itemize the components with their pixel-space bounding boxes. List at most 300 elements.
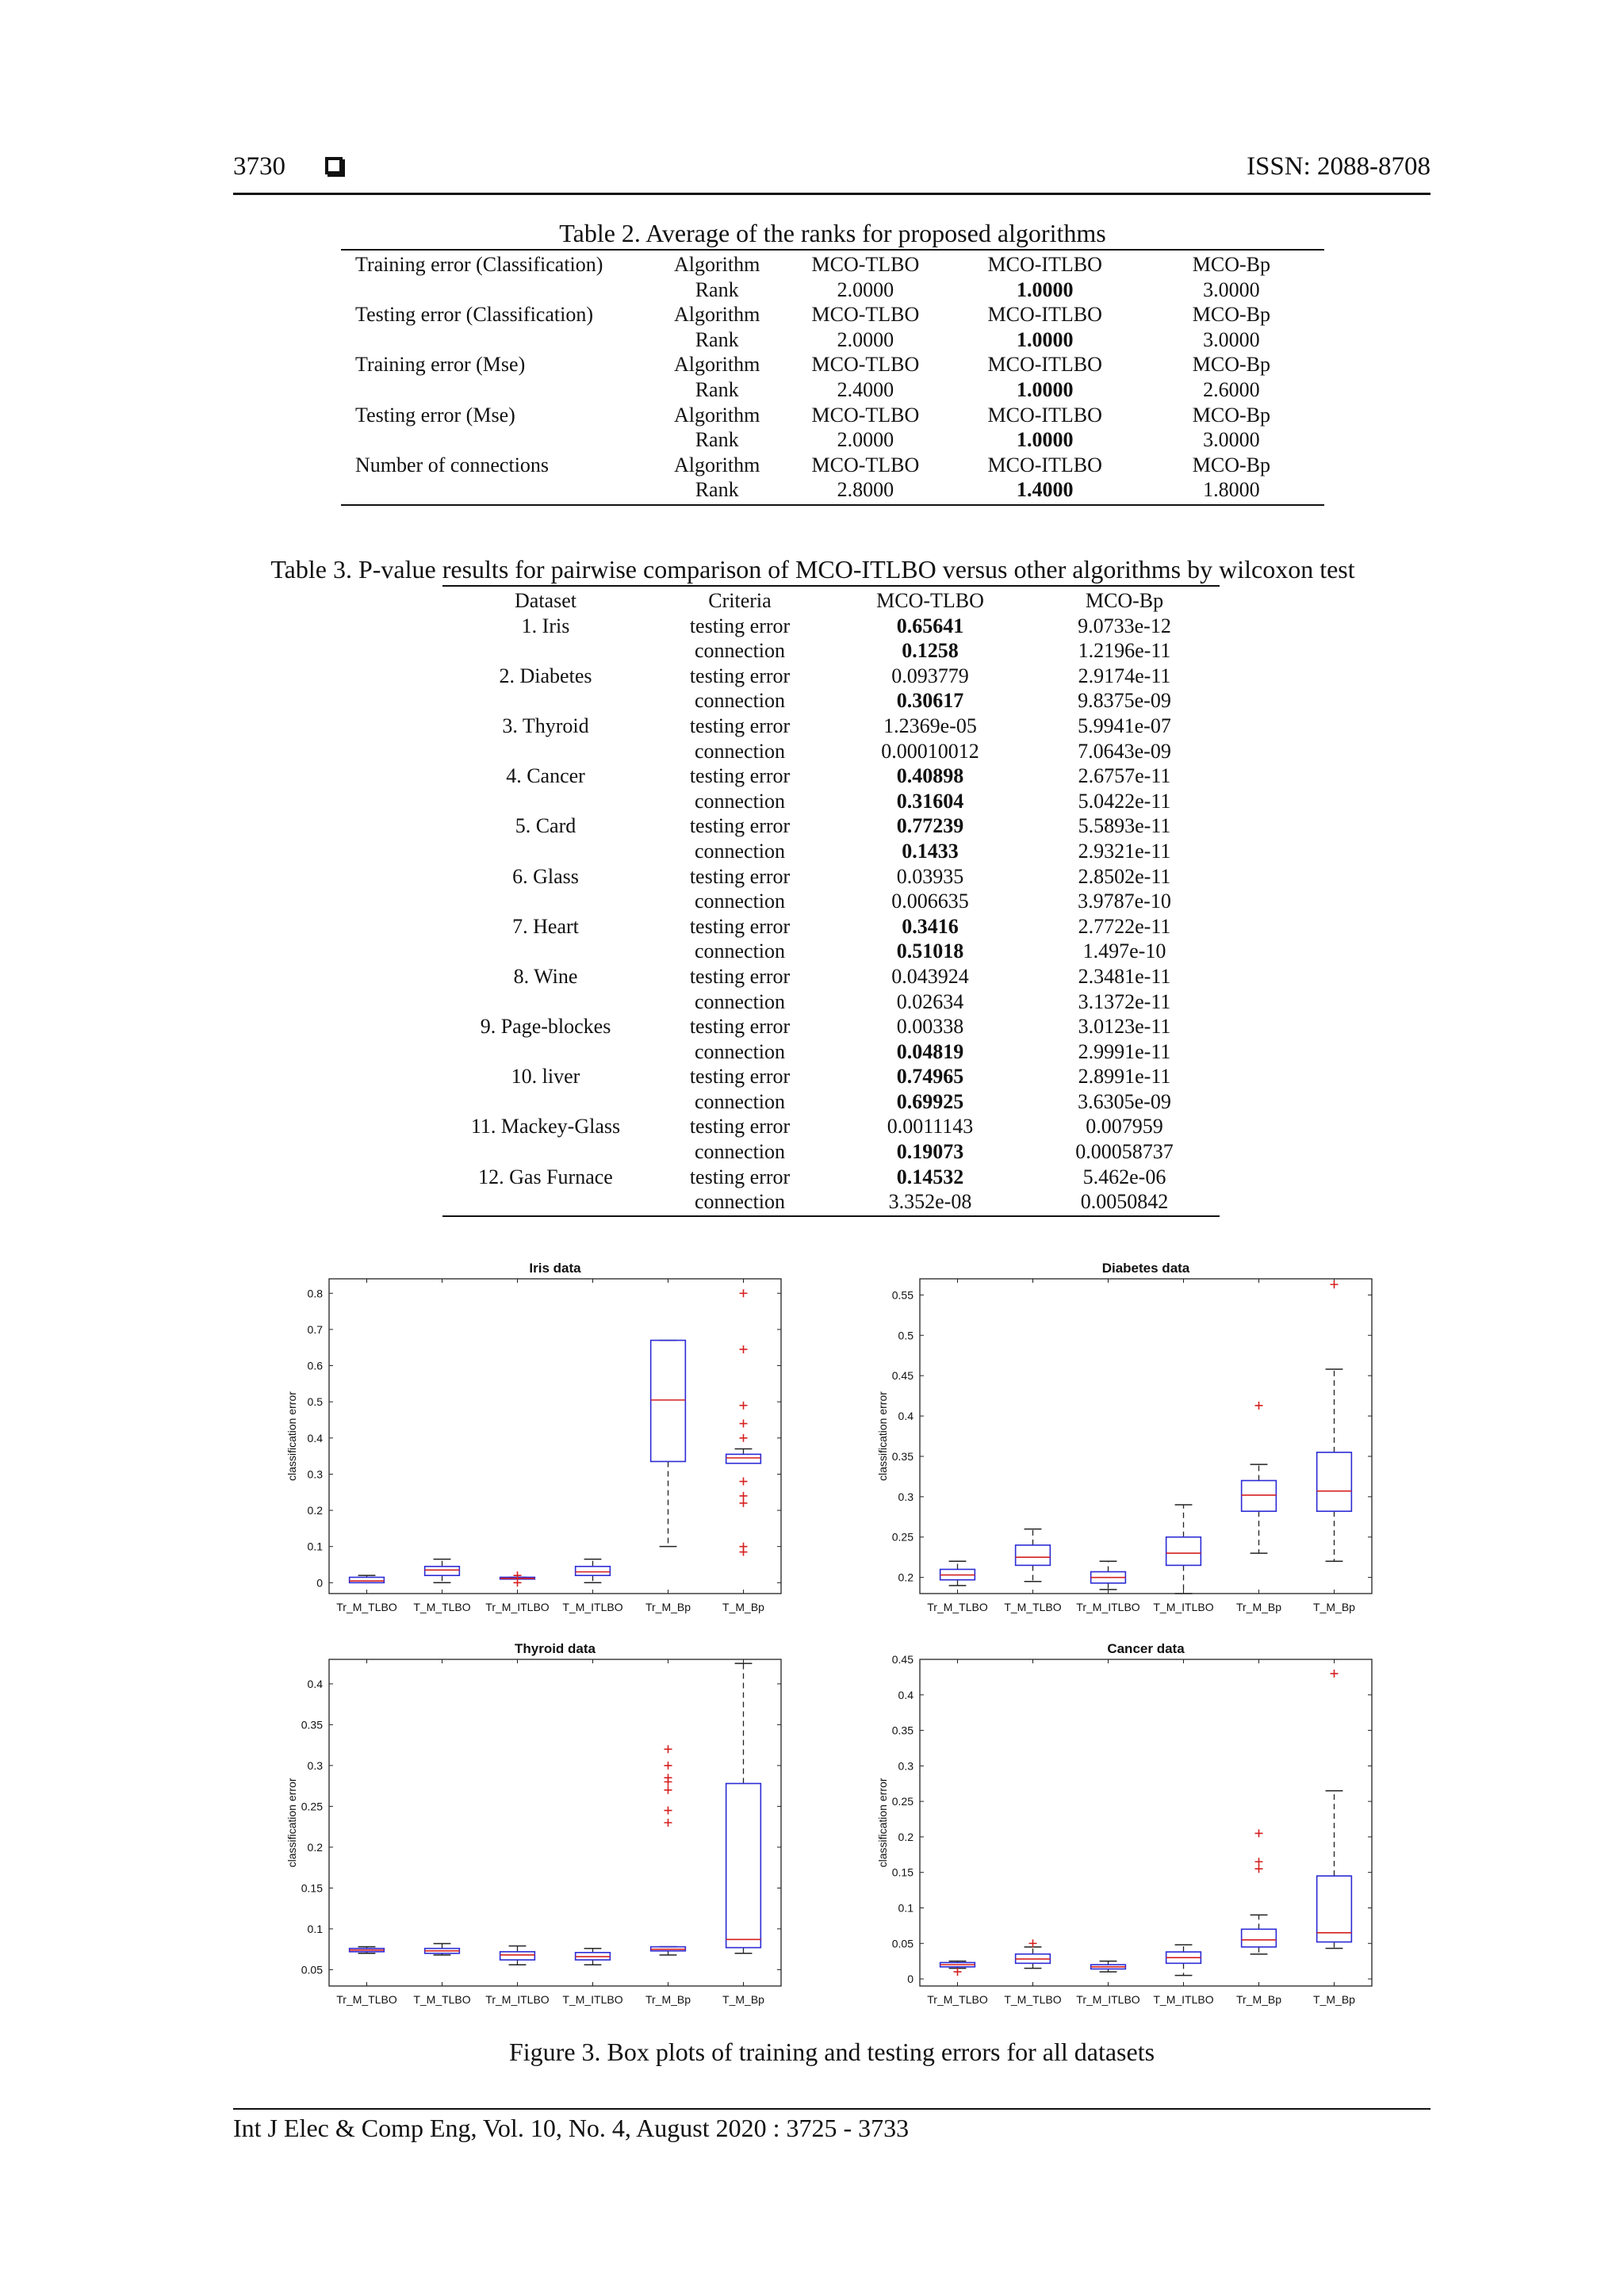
table2-top-rule [341, 249, 1324, 251]
box-iqr [350, 1577, 385, 1582]
table2-cell: Rank [695, 277, 739, 301]
y-axis-label: classification error [285, 1391, 298, 1481]
table3-cell [442, 1139, 649, 1165]
table3-cell: 0.74965 [896, 1065, 964, 1089]
table3-row [442, 889, 1220, 914]
table3-cell: 5.462e-06 [1082, 1165, 1166, 1188]
table3-cell: connection [694, 1039, 786, 1063]
table3-top-rule [442, 585, 1220, 587]
outlier-marker [740, 1478, 748, 1486]
table2-cell: Training error (Classification) [355, 253, 603, 276]
outlier-marker [1331, 1280, 1339, 1288]
table3-cell: 0.65641 [896, 614, 964, 637]
table3-row [442, 964, 1220, 989]
table3-cell: 0.40898 [896, 764, 964, 788]
table2-bottom-rule [341, 504, 1324, 506]
table3-row [442, 1089, 1220, 1115]
y-tick-label: 0.15 [891, 1866, 914, 1879]
table3-cell: testing error [689, 914, 791, 938]
table2-cell: 2.0000 [837, 277, 894, 301]
table3-cell: testing error [689, 714, 791, 737]
table3-row [442, 1039, 1220, 1065]
page-number: 3730 [233, 152, 285, 181]
x-tick-label: Tr_M_ITLBO [1076, 1993, 1140, 2006]
table3-cell: 2. Diabetes [499, 664, 592, 687]
table3-cell: 4. Cancer [506, 764, 585, 788]
table3-row [442, 1165, 1220, 1190]
header-rule [233, 193, 1431, 195]
table3-cell: 8. Wine [513, 964, 578, 988]
table3-bottom-rule [442, 1215, 1220, 1217]
x-tick-label: T_M_ITLBO [1153, 1601, 1214, 1613]
box-iqr [1317, 1876, 1352, 1942]
table3-cell: connection [694, 1089, 786, 1113]
table2-cell: 3.0000 [1203, 277, 1260, 301]
table3-cell: testing error [689, 864, 791, 888]
outlier-marker [665, 1774, 672, 1781]
plot-frame [329, 1279, 781, 1594]
table3-cell: 0.19073 [896, 1140, 964, 1164]
issn: ISSN: 2088-8708 [1247, 152, 1431, 181]
box-iqr [726, 1454, 761, 1463]
plot-frame [920, 1279, 1372, 1594]
table2-cell: MCO-Bp [1192, 453, 1270, 476]
table2-cell: MCO-TLBO [811, 353, 920, 377]
table3-cell: 5. Card [515, 814, 576, 838]
table2-cell: MCO-TLBO [811, 453, 920, 476]
table2-caption: Table 2. Average of the ranks for proposed algorithms [559, 219, 1106, 247]
y-tick-label: 0 [907, 1973, 914, 1986]
table2-cell: Rank [695, 377, 739, 401]
x-tick-label: T_M_ITLBO [1153, 1993, 1214, 2006]
y-tick-label: 0.25 [891, 1530, 914, 1544]
table3-cell: 0.00058737 [1075, 1140, 1174, 1164]
footer-rule [233, 2108, 1431, 2110]
table3-cell: testing error [689, 1165, 791, 1188]
chart-title: Cancer data [1107, 1641, 1185, 1656]
table2-row [341, 352, 1324, 377]
chart-title: Diabetes data [1101, 1261, 1190, 1276]
table3-cell [442, 638, 649, 664]
table3-cell: 2.3481e-11 [1078, 964, 1171, 988]
outlier-marker [1255, 1402, 1263, 1410]
outlier-marker [740, 1499, 748, 1507]
x-tick-label: Tr_M_Bp [1235, 1993, 1282, 2006]
table3-row [442, 813, 1220, 839]
table3-cell: 5.9941e-07 [1078, 714, 1171, 737]
table2-cell: Testing error (Mse) [355, 403, 515, 427]
table3-cell: 0.093779 [891, 664, 969, 687]
y-tick-label: 0.35 [891, 1449, 914, 1463]
table3-row [442, 1064, 1220, 1089]
y-tick-label: 0.2 [307, 1840, 323, 1854]
box-iqr [425, 1567, 460, 1575]
outlier-marker [514, 1578, 522, 1586]
table3-cell: 0.043924 [891, 964, 969, 988]
table3-caption: Table 3. P-value results for pairwise comparison of MCO-ITLBO versus other algorithms by wilcoxon test [270, 555, 1355, 584]
y-tick-label: 0.8 [307, 1287, 323, 1300]
table3-cell: 1. Iris [521, 614, 570, 637]
x-tick-label: Tr_M_TLBO [927, 1601, 988, 1613]
table3-cell: 9.8375e-09 [1078, 689, 1171, 713]
box-iqr [1016, 1545, 1051, 1565]
table3-cell: connection [694, 939, 786, 963]
figure-caption: Figure 3. Box plots of training and testing errors for all datasets [508, 2038, 1155, 2066]
table3-header: Criteria [708, 589, 772, 612]
table2-cell: Algorithm [674, 303, 760, 327]
table3-row [442, 789, 1220, 814]
table3-cell: 0.02634 [896, 989, 964, 1013]
x-tick-label: Tr_M_Bp [645, 1993, 691, 2006]
box-iqr [1166, 1537, 1201, 1566]
y-tick-label: 0.3 [898, 1490, 914, 1503]
outlier-marker [740, 1492, 748, 1500]
table3-cell: testing error [689, 1015, 791, 1039]
table3-row [442, 864, 1220, 890]
table3-cell: 5.0422e-11 [1078, 789, 1171, 813]
x-tick-label: T_M_TLBO [1004, 1993, 1062, 2006]
table3-cell: 0.00338 [896, 1015, 964, 1039]
table2-cell [341, 477, 654, 503]
table3-cell: connection [694, 890, 786, 913]
table3-cell [442, 1189, 649, 1215]
table2-cell: 3.0000 [1203, 327, 1260, 351]
table2-cell: MCO-ITLBO [987, 253, 1102, 276]
y-tick-label: 0.1 [307, 1922, 323, 1935]
table3-row [442, 939, 1220, 964]
table2-cell: MCO-Bp [1192, 403, 1270, 427]
table3-cell: connection [694, 1140, 786, 1164]
table3-cell: 0.006635 [891, 890, 969, 913]
x-tick-label: Tr_M_ITLBO [485, 1993, 550, 2006]
table3-cell [442, 789, 649, 814]
table2-cell: Training error (Mse) [355, 353, 526, 377]
table2-cell: MCO-ITLBO [987, 303, 1102, 327]
table2-cell: Number of connections [355, 453, 550, 476]
table3-cell: testing error [689, 614, 791, 637]
table3-cell: 2.6757e-11 [1078, 764, 1171, 788]
table3-row [442, 1014, 1220, 1039]
table2-cell: Rank [695, 478, 739, 502]
table2-cell [341, 377, 654, 403]
table3-cell: 2.9991e-11 [1078, 1039, 1171, 1063]
table3-row [442, 638, 1220, 664]
table2-cell: 1.0000 [1016, 377, 1074, 401]
outlier-marker [954, 1968, 962, 1976]
table3-cell: 0.1433 [902, 839, 959, 863]
table3-cell: testing error [689, 1065, 791, 1089]
table3-cell: 3.1372e-11 [1078, 989, 1171, 1013]
table3-cell: 0.007959 [1086, 1115, 1163, 1138]
table3-cell [442, 889, 649, 914]
table3-row [442, 739, 1220, 764]
table3-cell: 0.3416 [902, 914, 959, 938]
box-iqr [651, 1341, 686, 1462]
table2-cell: Testing error (Classification) [355, 303, 593, 327]
table3-cell: 0.0050842 [1080, 1190, 1169, 1214]
table2-cell: MCO-Bp [1192, 303, 1270, 327]
table3-cell: testing error [689, 764, 791, 788]
y-tick-label: 0.4 [307, 1431, 323, 1445]
table3-cell: testing error [689, 964, 791, 988]
y-tick-label: 0 [316, 1576, 323, 1590]
y-tick-label: 0.4 [898, 1410, 914, 1423]
x-tick-label: T_M_Bp [1313, 1993, 1355, 2006]
y-tick-label: 0.15 [301, 1881, 323, 1895]
outlier-marker [1255, 1865, 1263, 1873]
table3-cell [442, 839, 649, 864]
y-axis-label: classification error [285, 1777, 298, 1868]
thyroid-boxplot [282, 1637, 797, 2018]
table2-cell: Algorithm [674, 453, 760, 476]
table3-cell: 0.00010012 [881, 739, 979, 763]
table2-cell: 2.0000 [837, 428, 894, 452]
outlier-marker [740, 1289, 748, 1297]
table3-header: MCO-Bp [1085, 589, 1164, 612]
table2-cell: Rank [695, 327, 739, 351]
table3-cell: testing error [689, 1115, 791, 1138]
y-tick-label: 0.3 [307, 1468, 323, 1481]
table2-cell: 1.0000 [1016, 327, 1074, 351]
x-tick-label: Tr_M_ITLBO [1076, 1601, 1140, 1613]
table3-cell: connection [694, 739, 786, 763]
table2-cell: MCO-TLBO [811, 403, 920, 427]
x-tick-label: Tr_M_Bp [645, 1601, 691, 1613]
table3-cell: connection [694, 789, 786, 813]
x-tick-label: Tr_M_TLBO [336, 1601, 397, 1613]
table3-row [442, 763, 1220, 789]
x-tick-label: T_M_Bp [1313, 1601, 1355, 1613]
table3-cell: connection [694, 839, 786, 863]
y-tick-label: 0.7 [307, 1322, 323, 1336]
table2-cell: MCO-TLBO [811, 303, 920, 327]
x-tick-label: T_M_Bp [722, 1993, 764, 2006]
y-tick-label: 0.2 [307, 1504, 323, 1517]
y-axis-label: classification error [876, 1777, 889, 1868]
table3-cell: 0.51018 [896, 939, 964, 963]
table3-cell [442, 1089, 649, 1115]
outlier-marker [665, 1745, 672, 1753]
y-tick-label: 0.05 [301, 1963, 323, 1976]
outlier-marker [740, 1402, 748, 1410]
outlier-marker [1029, 1939, 1037, 1947]
x-tick-label: Tr_M_ITLBO [485, 1601, 550, 1613]
table2 [341, 252, 1324, 503]
y-tick-label: 0.1 [898, 1901, 914, 1915]
table2-row [341, 427, 1324, 453]
plot-frame [920, 1659, 1372, 1986]
table3-header: MCO-TLBO [876, 589, 984, 612]
table3-cell: connection [694, 689, 786, 713]
table3-cell: 3. Thyroid [502, 714, 589, 737]
table3-row [442, 839, 1220, 864]
table3-cell: 12. Gas Furnace [478, 1165, 613, 1188]
table3-cell: 0.03935 [896, 864, 964, 888]
table3-cell: 3.0123e-11 [1078, 1015, 1171, 1039]
table3-row [442, 989, 1220, 1015]
y-tick-label: 0.2 [898, 1571, 914, 1584]
table3-row [442, 1139, 1220, 1165]
table2-cell: MCO-Bp [1192, 353, 1270, 377]
table2-cell: Algorithm [674, 253, 760, 276]
chart-title: Thyroid data [514, 1641, 596, 1656]
x-tick-label: T_M_TLBO [413, 1601, 471, 1613]
table3-cell: 0.1258 [902, 639, 959, 663]
table3-row [442, 664, 1220, 689]
y-tick-label: 0.4 [307, 1677, 323, 1690]
table2-cell: 2.8000 [837, 478, 894, 502]
x-tick-label: T_M_ITLBO [562, 1601, 623, 1613]
y-tick-label: 0.55 [891, 1288, 914, 1302]
table3-cell: 0.14532 [896, 1165, 964, 1188]
table3-cell: 2.9321e-11 [1078, 839, 1171, 863]
table3-row [442, 614, 1220, 639]
table3-cell: 0.04819 [896, 1039, 964, 1063]
table2-cell: MCO-TLBO [811, 253, 920, 276]
table3-cell: 3.352e-08 [888, 1190, 972, 1214]
table3-cell: 5.5893e-11 [1078, 814, 1171, 838]
outlier-marker [740, 1548, 748, 1556]
table2-cell: Rank [695, 428, 739, 452]
y-tick-label: 0.25 [301, 1800, 323, 1813]
outlier-marker [740, 1345, 748, 1353]
table3-cell [442, 989, 649, 1015]
table2-cell: MCO-ITLBO [987, 353, 1102, 377]
table3-cell: 2.9174e-11 [1078, 664, 1171, 687]
table3-cell: 1.2369e-05 [883, 714, 977, 737]
table3-row [442, 714, 1220, 739]
table3-cell: 0.77239 [896, 814, 964, 838]
table3-cell: 0.69925 [896, 1089, 964, 1113]
y-tick-label: 0.45 [891, 1653, 914, 1666]
table3-cell [442, 1039, 649, 1065]
table2-cell: 2.6000 [1203, 377, 1260, 401]
y-tick-label: 0.1 [307, 1540, 323, 1553]
table2-row [341, 277, 1324, 303]
table3-cell: 3.9787e-10 [1078, 890, 1171, 913]
outlier-marker [1255, 1829, 1263, 1837]
table2-cell: Algorithm [674, 403, 760, 427]
table3-cell: 2.8991e-11 [1078, 1065, 1171, 1089]
diabetes-boxplot [872, 1257, 1388, 1625]
outlier-marker [665, 1762, 672, 1770]
box-iqr [726, 1784, 761, 1948]
x-tick-label: T_M_TLBO [1004, 1601, 1062, 1613]
table2-cell [341, 427, 654, 453]
table3-cell: 0.31604 [896, 789, 964, 813]
table3-cell: 9.0733e-12 [1078, 614, 1171, 637]
outlier-marker [1255, 1858, 1263, 1866]
outlier-marker [665, 1786, 672, 1794]
table3-row [442, 1114, 1220, 1139]
outlier-marker [740, 1434, 748, 1442]
y-tick-label: 0.4 [898, 1688, 914, 1701]
header-square-icon [325, 157, 343, 174]
table3-cell: testing error [689, 664, 791, 687]
box-iqr [1242, 1929, 1277, 1946]
table2-cell [341, 327, 654, 353]
y-tick-label: 0.45 [891, 1369, 914, 1383]
table3 [442, 588, 1220, 1215]
table2-row [341, 403, 1324, 428]
table3-cell: 9. Page-blockes [480, 1015, 611, 1039]
table3-cell: 3.6305e-09 [1078, 1089, 1171, 1113]
table2-row [341, 327, 1324, 353]
table3-header-row [442, 588, 1220, 614]
table2-cell: MCO-ITLBO [987, 403, 1102, 427]
table2-row [341, 377, 1324, 403]
table3-cell: 7.0643e-09 [1078, 739, 1171, 763]
table2-row [341, 252, 1324, 277]
table2-cell: 1.4000 [1016, 478, 1074, 502]
table2-cell: 3.0000 [1203, 428, 1260, 452]
table2-cell: 1.0000 [1016, 428, 1074, 452]
x-tick-label: Tr_M_TLBO [336, 1993, 397, 2006]
table3-cell: 10. liver [511, 1065, 580, 1089]
table3-cell: 7. Heart [512, 914, 579, 938]
table3-cell: testing error [689, 814, 791, 838]
table3-cell: connection [694, 639, 786, 663]
box-iqr [576, 1567, 611, 1575]
table2-row [341, 302, 1324, 327]
chart-title: Iris data [529, 1261, 581, 1276]
table3-row [442, 688, 1220, 714]
table3-cell [442, 739, 649, 764]
table3-cell: 1.2196e-11 [1078, 639, 1171, 663]
table3-cell: 0.30617 [896, 689, 964, 713]
y-tick-label: 0.3 [307, 1758, 323, 1772]
box-iqr [1317, 1452, 1352, 1511]
table3-row [442, 914, 1220, 939]
table2-row [341, 477, 1324, 503]
y-tick-label: 0.5 [898, 1329, 914, 1342]
table3-cell [442, 688, 649, 714]
y-tick-label: 0.05 [891, 1937, 914, 1950]
table3-cell: 0.0011143 [887, 1115, 974, 1138]
table2-cell [341, 277, 654, 303]
y-tick-label: 0.6 [307, 1359, 323, 1372]
x-tick-label: Tr_M_Bp [1235, 1601, 1282, 1613]
table2-cell: MCO-ITLBO [987, 453, 1102, 476]
table2-cell: 2.4000 [837, 377, 894, 401]
table2-cell: MCO-Bp [1192, 253, 1270, 276]
table3-cell: connection [694, 1190, 786, 1214]
y-tick-label: 0.3 [898, 1759, 914, 1773]
box-iqr [1242, 1480, 1277, 1511]
iris-boxplot [282, 1257, 797, 1625]
x-tick-label: T_M_ITLBO [562, 1993, 623, 2006]
y-tick-label: 0.25 [891, 1795, 914, 1808]
y-axis-label: classification error [876, 1391, 889, 1481]
table2-row [341, 453, 1324, 478]
table3-cell: 2.8502e-11 [1078, 864, 1171, 888]
y-tick-label: 0.5 [307, 1395, 323, 1409]
box-iqr [500, 1952, 535, 1960]
table3-cell: connection [694, 989, 786, 1013]
table2-cell: 1.0000 [1016, 277, 1074, 301]
y-tick-label: 0.35 [891, 1724, 914, 1737]
table3-cell [442, 939, 649, 964]
outlier-marker [665, 1807, 672, 1815]
table3-cell: 11. Mackey-Glass [470, 1115, 621, 1138]
outlier-marker [1331, 1670, 1339, 1678]
y-tick-label: 0.35 [301, 1718, 323, 1732]
y-tick-label: 0.2 [898, 1830, 914, 1843]
table3-cell: 1.497e-10 [1082, 939, 1166, 963]
table3-cell: 6. Glass [512, 864, 579, 888]
plot-frame [329, 1659, 781, 1986]
outlier-marker [740, 1420, 748, 1428]
